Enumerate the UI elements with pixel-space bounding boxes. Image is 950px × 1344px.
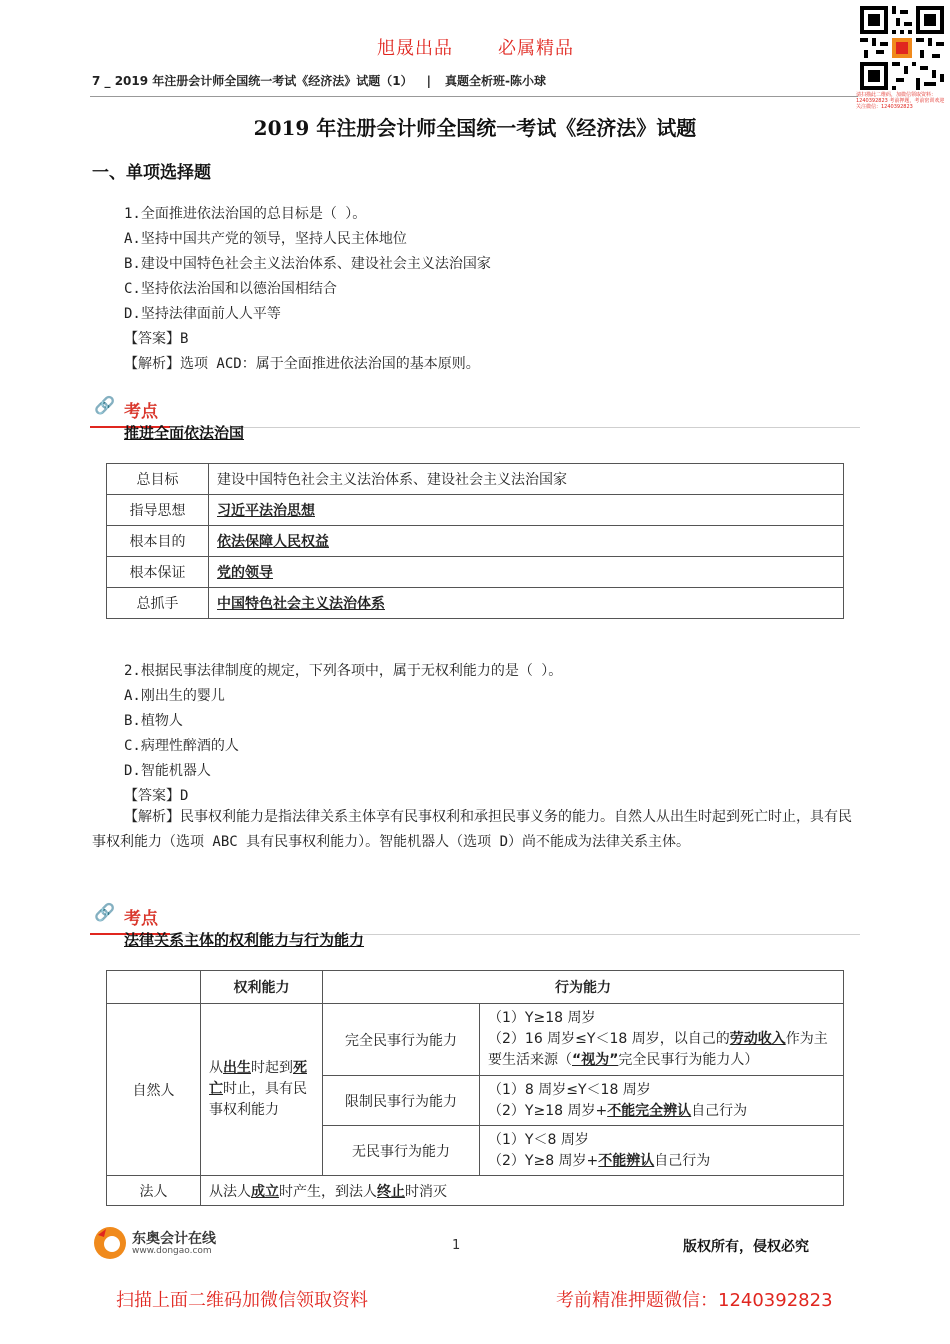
detail-keyword: “视为” [572, 1052, 619, 1068]
legal-person-rights [201, 1176, 844, 1206]
rights-text: 时产生，到法人 [279, 1183, 377, 1200]
detail-line: （1）Y＜8 周岁 [488, 1131, 589, 1148]
page-number: 1 [452, 1238, 461, 1253]
detail-text: （2）Y≥18 周岁+ [488, 1102, 608, 1119]
table-row [107, 464, 844, 495]
detail-line: （1）8 周岁≤Y＜18 周岁 [488, 1081, 651, 1098]
qr-note-text: 请扫描此二维码，加微信领取资料：1240392823 考前押题，考前密训欢迎关注微信：1240392823 [856, 92, 945, 110]
section-title: 一、单项选择题 [92, 163, 211, 183]
detail-text: 自己行为 [691, 1102, 748, 1119]
q2-option-a: A.刚出生的婴儿 [124, 688, 225, 704]
q2-option-d: D.智能机器人 [124, 763, 211, 779]
logo-name: 东奥会计在线 [132, 1231, 216, 1247]
running-header-title: 7 _ 2019 年注册会计师全国统一考试《经济法》试题（1） [92, 74, 413, 88]
document-title: 2019 年注册会计师全国统一考试《经济法》试题 [253, 116, 697, 140]
kaodian-topic: 推进全面依法治国 [124, 424, 245, 442]
q1-option-d: D.坚持法律面前人人平等 [124, 306, 281, 322]
rights-text: 从法人 [209, 1183, 251, 1200]
q2-stem: 2.根据民事法律制度的规定，下列各项中，属于无权利能力的是（ ）。 [124, 663, 563, 679]
dongao-logo-icon [92, 1225, 128, 1261]
q1-answer: 【答案】B [124, 331, 189, 347]
q1-stem: 1.全面推进依法治国的总目标是（ ）。 [124, 206, 367, 222]
natural-person-rights [201, 1004, 323, 1176]
table-key: 指导思想 [107, 495, 209, 526]
table-key: 根本保证 [107, 557, 209, 588]
table-value: 建设中国特色社会主义法治体系、建设社会主义法治国家 [209, 464, 844, 495]
table-header-conduct: 行为能力 [323, 971, 844, 1004]
q2-analysis: 【解析】民事权利能力是指法律关系主体享有民事权利和承担民事义务的能力。自然人从出生时起到死亡时止，具有民事权利能力（选项 ABC 具有民事权利能力）。智能机器人（选项 D）尚不能成为法律关系主体。 [92, 809, 852, 850]
running-header-separator: | [426, 74, 432, 88]
link-icon: 🔗 [94, 903, 116, 923]
detail-keyword: 不能辨认 [598, 1152, 655, 1169]
detail-text: 作为主要生活来源（ [488, 1031, 828, 1068]
full-capacity-detail [480, 1004, 844, 1076]
q1-option-c: C.坚持依法治国和以德治国相结合 [124, 281, 337, 297]
q1-option-b: B.建设中国特色社会主义法治体系、建设社会主义法治国家 [124, 256, 491, 272]
limited-capacity-name: 限制民事行为能力 [323, 1076, 480, 1126]
table-header-row [107, 971, 844, 1004]
detail-text: （2）Y≥8 周岁+ [488, 1152, 599, 1169]
running-header [92, 72, 546, 89]
table-header-rights: 权利能力 [201, 971, 323, 1004]
rights-keyword: 成立 [251, 1183, 279, 1200]
link-icon: 🔗 [94, 396, 116, 416]
banner-left-text: 旭晟出品 [377, 38, 453, 59]
q2-answer: 【答案】D [124, 788, 189, 804]
running-header-subtitle: 真题全析班-陈小球 [445, 74, 547, 88]
rights-keyword: 出生 [223, 1060, 251, 1076]
table-value: 习近平法治思想 [209, 495, 844, 526]
table-row [107, 588, 844, 619]
detail-keyword: 不能完全辨认 [607, 1102, 692, 1119]
natural-person-cell: 自然人 [107, 1004, 201, 1176]
detail-line [488, 1101, 835, 1122]
kaodian-label: 考点 [124, 402, 158, 422]
qr-code [860, 6, 944, 90]
banner-right-text: 必属精品 [498, 38, 574, 59]
copyright-text: 版权所有，侵权必究 [683, 1239, 809, 1255]
table-value: 党的领导 [209, 557, 844, 588]
detail-line [488, 1029, 835, 1071]
rights-text: 时消灭 [405, 1183, 447, 1200]
kaodian2-table [106, 970, 844, 1206]
table-row [107, 1176, 844, 1206]
q2-option-c: C.病理性醉酒的人 [124, 738, 239, 754]
full-capacity-name: 完全民事行为能力 [323, 1004, 480, 1076]
q1-analysis: 【解析】选项 ACD：属于全面推进依法治国的基本原则。 [124, 356, 480, 372]
bottom-promo-left: 扫描上面二维码加微信领取资料 [116, 1290, 368, 1311]
table-row [107, 495, 844, 526]
no-capacity-name: 无民事行为能力 [323, 1126, 480, 1176]
rights-text: 时起到 [251, 1060, 293, 1076]
table-value: 依法保障人民权益 [209, 526, 844, 557]
header-divider [90, 96, 858, 97]
detail-keyword: 劳动收入 [729, 1031, 786, 1047]
table-key: 总抓手 [107, 588, 209, 619]
legal-person-cell: 法人 [107, 1176, 201, 1206]
table-row [107, 557, 844, 588]
rights-keyword: 终止 [377, 1183, 405, 1200]
rights-text: 从 [209, 1060, 223, 1076]
detail-line [488, 1151, 835, 1172]
q2-option-b: B.植物人 [124, 713, 183, 729]
no-capacity-detail [480, 1126, 844, 1176]
table-value: 中国特色社会主义法治体系 [209, 588, 844, 619]
kaodian1-table [106, 463, 844, 619]
table-key: 根本目的 [107, 526, 209, 557]
kaodian-label: 考点 [124, 909, 158, 929]
table-row [107, 526, 844, 557]
logo-url: www.dongao.com [132, 1246, 212, 1256]
rights-text: 时止，具有民事权利能力 [209, 1081, 307, 1118]
kaodian-topic: 法律关系主体的权利能力与行为能力 [124, 931, 365, 949]
table-row [107, 1004, 844, 1076]
table-header-blank [107, 971, 201, 1004]
bottom-promo-right: 考前精准押题微信：1240392823 [556, 1290, 833, 1311]
rights-keyword: 死亡 [209, 1060, 307, 1097]
limited-capacity-detail [480, 1076, 844, 1126]
detail-text: （2）16 周岁≤Y＜18 周岁，以自己的 [488, 1031, 730, 1047]
detail-text: 完全民事行为能力人） [618, 1052, 759, 1068]
detail-text: 自己行为 [654, 1152, 711, 1169]
q1-option-a: A.坚持中国共产党的领导，坚持人民主体地位 [124, 231, 407, 247]
detail-line: （1）Y≥18 周岁 [488, 1010, 596, 1026]
table-key: 总目标 [107, 464, 209, 495]
